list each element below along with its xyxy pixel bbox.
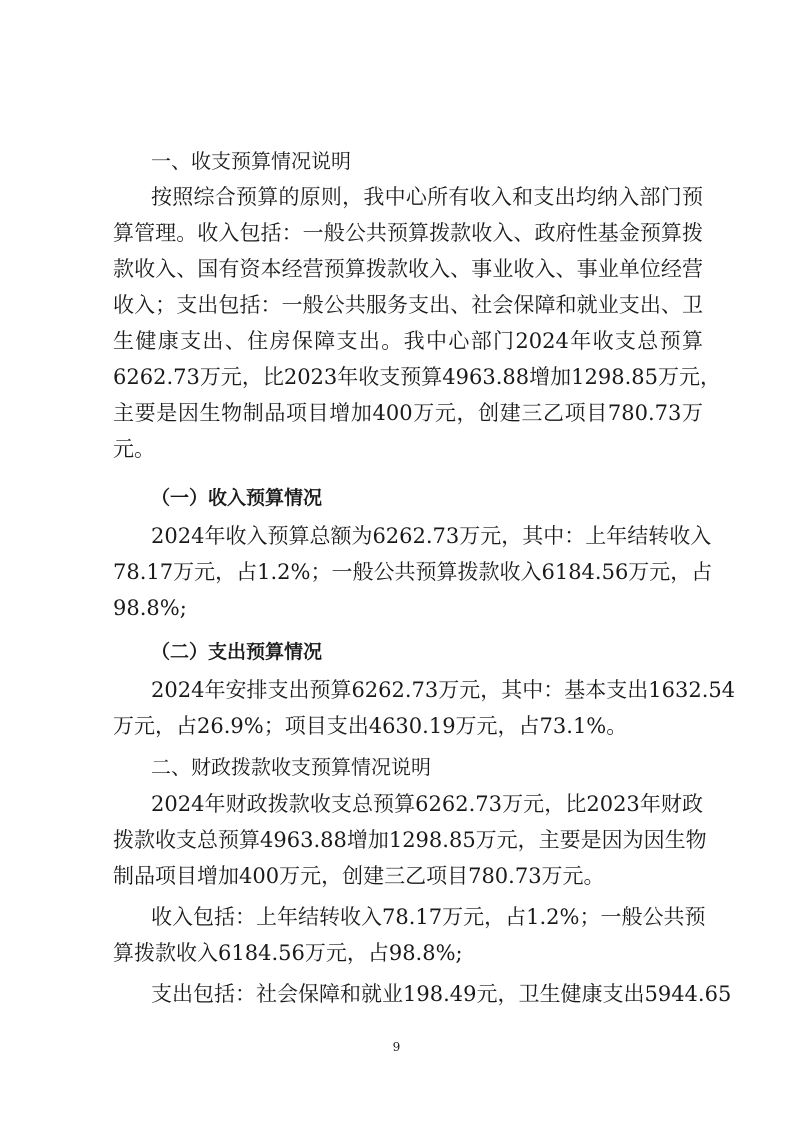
page-number: 9 [392,1040,401,1054]
section1-para-line: 款收入、国有资本经营预算拨款收入、事业收入、事业单位经营 [113,257,703,281]
expense-budget-title: （二）支出预算情况 [151,641,323,663]
income-budget-line: 78.17万元，占1.2%；一般公共预算拨款收入6184.56万元，占 [113,560,713,584]
section2-income-line: 收入包括：上年结转收入78.17万元，占1.2%；一般公共预 [151,905,706,929]
section1-para-line: 主要是因生物制品项目增加400万元，创建三乙项目780.73万 [113,401,703,425]
income-budget-line: 98.8%; [113,596,187,620]
income-budget-line: 2024年收入预算总额为6262.73万元，其中：上年结转收入 [151,524,712,548]
section1-para-line: 6262.73万元，比2023年收支预算4963.88增加1298.85万元， [113,365,721,389]
section2-para-line: 2024年财政拨款收支总预算6262.73万元，比2023年财政 [151,792,703,816]
section1-para-line: 收入；支出包括：一般公共服务支出、社会保障和就业支出、卫 [113,293,703,317]
section2-para-line: 拨款收支总预算4963.88增加1298.85万元，主要是因为因生物 [113,828,707,852]
section2-income-line: 算拨款收入6184.56万元，占98.8%; [113,941,463,965]
section2-para-line: 制品项目增加400万元，创建三乙项目780.73万元。 [113,864,605,888]
section1-para-line: 按照综合预算的原则，我中心所有收入和支出均纳入部门预 [151,185,703,209]
section1-para-line: 元。 [113,437,155,461]
expense-budget-line: 2024年安排支出预算6262.73万元，其中：基本支出1632.54 [151,678,736,702]
section2-title: 二、财政拨款收支预算情况说明 [151,755,431,779]
section2-expense-line: 支出包括：社会保障和就业198.49元，卫生健康支出5944.65 [151,982,732,1006]
section1-para-line: 生健康支出、住房保障支出。我中心部门2024年收支总预算 [113,329,703,353]
income-budget-title: （一）收入预算情况 [151,487,323,509]
expense-budget-line: 万元，占26.9%；项目支出4630.19万元，占73.1%。 [113,714,628,738]
section1-title: 一、收支预算情况说明 [151,149,351,173]
section1-para-line: 算管理。收入包括：一般公共预算拨款收入、政府性基金预算拨 [113,221,703,245]
